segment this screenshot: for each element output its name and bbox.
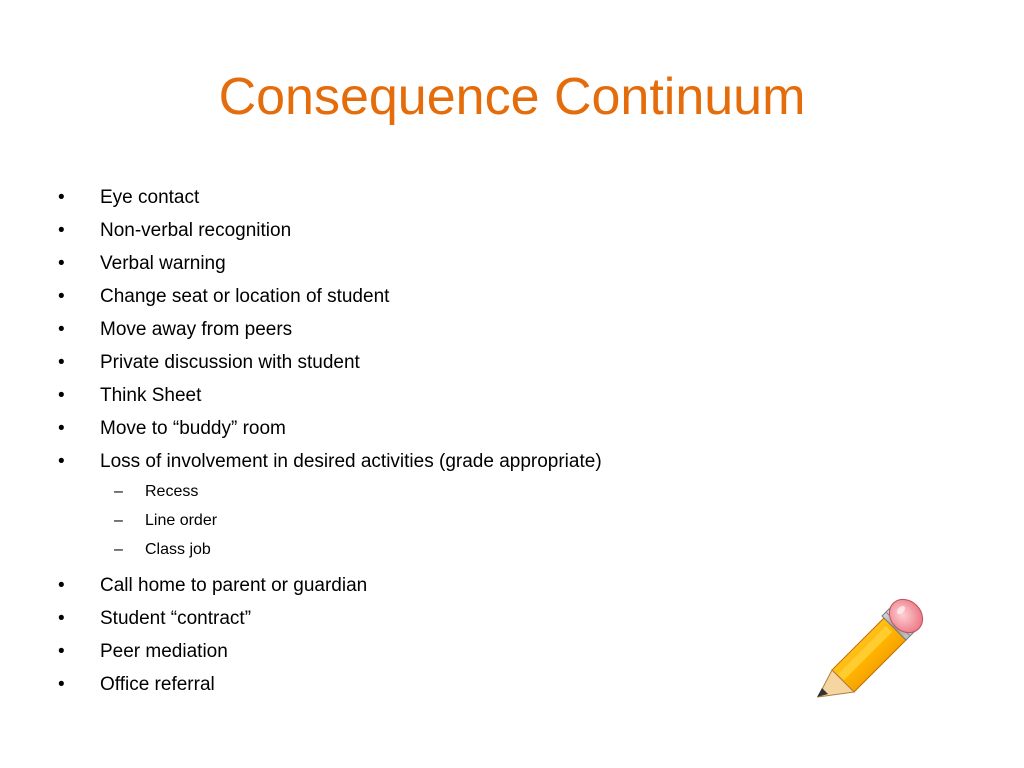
bullet-icon: • — [58, 608, 65, 629]
dash-icon: – — [114, 483, 123, 500]
list-item — [58, 571, 758, 604]
sub-list-item — [58, 509, 758, 538]
bullet-icon: • — [58, 451, 65, 472]
list-item-text: Student “contract” — [100, 608, 252, 629]
list-item-text: Move to “buddy” room — [100, 418, 286, 439]
list-item — [58, 637, 758, 670]
list-item-text: Private discussion with student — [100, 352, 360, 373]
list-item — [58, 447, 758, 480]
list-item — [58, 315, 758, 348]
sub-list-item — [58, 480, 758, 509]
list-item-text: Change seat or location of student — [100, 286, 390, 307]
sub-list-item-text: Class job — [145, 541, 211, 558]
bullet-icon: • — [58, 352, 65, 373]
bullet-list — [58, 183, 758, 703]
list-item — [58, 348, 758, 381]
list-item — [58, 381, 758, 414]
list-item-text: Loss of involvement in desired activities (grade appropriate) — [100, 451, 602, 472]
sub-list-item — [58, 538, 758, 567]
bullet-icon: • — [58, 418, 65, 439]
list-item — [58, 282, 758, 315]
bullet-icon: • — [58, 385, 65, 406]
sub-list-container — [58, 480, 758, 567]
list-item-text: Non-verbal recognition — [100, 220, 292, 241]
list-item-text: Verbal warning — [100, 253, 226, 274]
dash-icon: – — [114, 541, 123, 558]
bullet-icon: • — [58, 220, 65, 241]
bullet-icon: • — [58, 641, 65, 662]
list-item-text: Eye contact — [100, 187, 200, 208]
list-item — [58, 216, 758, 249]
bullet-icon: • — [58, 253, 65, 274]
list-item-text: Peer mediation — [100, 641, 228, 662]
dash-icon: – — [114, 512, 123, 529]
bullet-icon: • — [58, 286, 65, 307]
list-item-text: Office referral — [100, 674, 215, 695]
list-item — [58, 249, 758, 282]
sub-list-item-text: Line order — [145, 512, 218, 529]
list-item-text: Think Sheet — [100, 385, 202, 406]
sub-list-item-text: Recess — [145, 483, 199, 500]
list-item — [58, 414, 758, 447]
pencil-icon — [812, 596, 927, 700]
list-item — [58, 183, 758, 216]
list-item — [58, 604, 758, 637]
bullet-icon: • — [58, 575, 65, 596]
bullet-icon: • — [58, 674, 65, 695]
slide-title: Consequence Continuum — [218, 68, 806, 126]
list-item-text: Move away from peers — [100, 319, 293, 340]
bullet-icon: • — [58, 319, 65, 340]
list-item-text: Call home to parent or guardian — [100, 575, 368, 596]
sub-list — [58, 480, 758, 567]
bullet-icon: • — [58, 187, 65, 208]
list-item — [58, 670, 758, 703]
